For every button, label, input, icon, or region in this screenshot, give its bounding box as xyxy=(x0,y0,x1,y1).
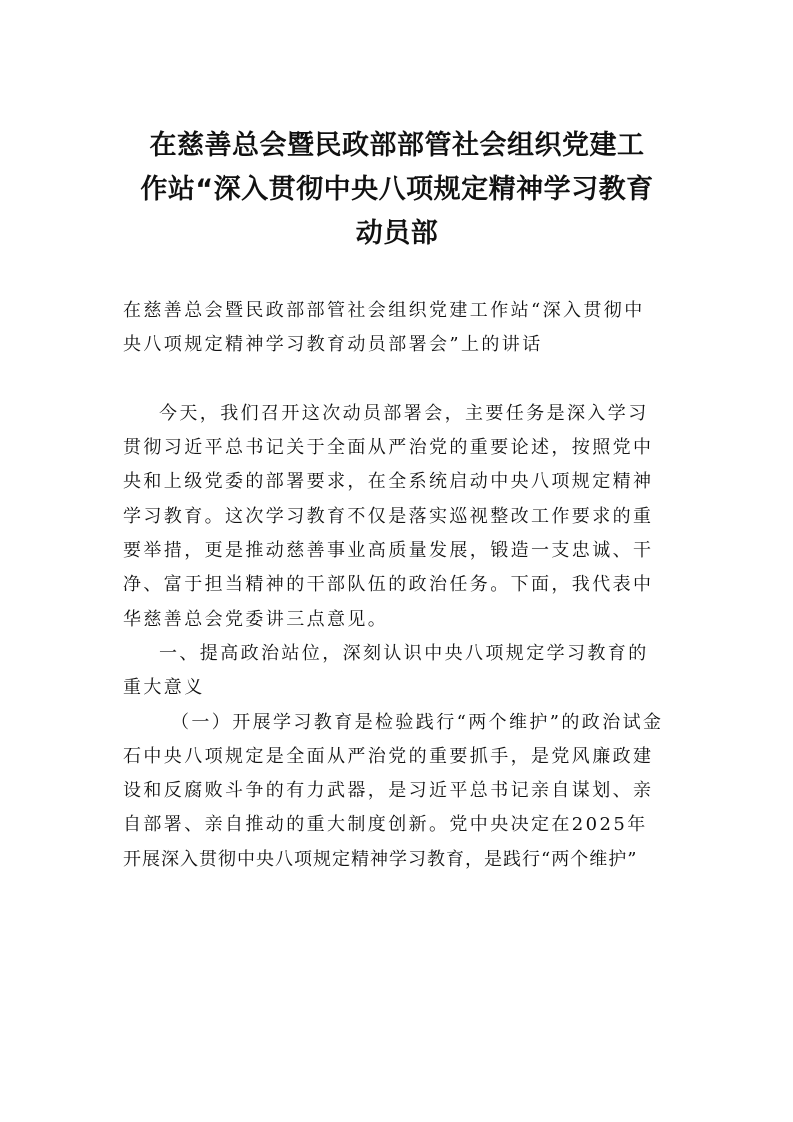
document-title xyxy=(118,124,676,256)
paragraph-line: 学习教育。这次学习教育不仅是落实巡视整改工作要求的重 xyxy=(123,505,654,527)
paragraph-line: 石中央八项规定是全面从严治党的重要抓手，是党风廉政建 xyxy=(123,745,654,767)
paragraph-line: 今天，我们召开这次动员部署会，主要任务是深入学习 xyxy=(159,402,649,424)
blank-line xyxy=(123,363,678,397)
paragraph-line: 央和上级党委的部署要求，在全系统启动中央八项规定精神 xyxy=(123,471,654,493)
title-line: 在慈善总会暨民政部部管社会组织党建工 xyxy=(149,130,645,161)
paragraph-line: 自部署、亲自推动的重大制度创新。党中央决定在2025年 xyxy=(123,814,648,836)
heading-line: 一、提高政治站位，深刻认识中央八项规定学习教育的 xyxy=(159,642,649,664)
paragraph-line: 净、富于担当精神的干部队伍的政治任务。下面，我代表中 xyxy=(123,574,654,596)
subtitle-line: 在慈善总会暨民政部部管社会组织党建工作站“深入贯彻中 xyxy=(123,300,645,321)
paragraph-line: 要举措，更是推动慈善事业高质量发展，锻造一支忠诚、干 xyxy=(123,540,654,562)
section-heading-one xyxy=(123,637,678,706)
paragraph-subsection-one xyxy=(123,706,678,877)
subtitle xyxy=(123,294,678,363)
paragraph-line: 贯彻习近平总书记关于全面从严治党的重要论述，按照党中 xyxy=(123,437,654,459)
paragraph-opening xyxy=(123,397,678,637)
paragraph-line: 开展深入贯彻中央八项规定精神学习教育，是践行“两个维护” xyxy=(123,848,638,870)
heading-line: 重大意义 xyxy=(123,677,205,699)
paragraph-line: （一）开展学习教育是检验践行“两个维护”的政治试金 xyxy=(171,711,664,733)
subtitle-line: 央八项规定精神学习教育动员部署会”上的讲话 xyxy=(123,334,543,356)
title-line: 动员部 xyxy=(355,218,439,249)
paragraph-line: 设和反腐败斗争的有力武器，是习近平总书记亲自谋划、亲 xyxy=(123,780,654,802)
title-line: 作站“深入贯彻中央八项规定精神学习教育 xyxy=(140,174,654,205)
document-body xyxy=(123,294,678,877)
paragraph-line: 华慈善总会党委讲三点意见。 xyxy=(123,608,389,630)
